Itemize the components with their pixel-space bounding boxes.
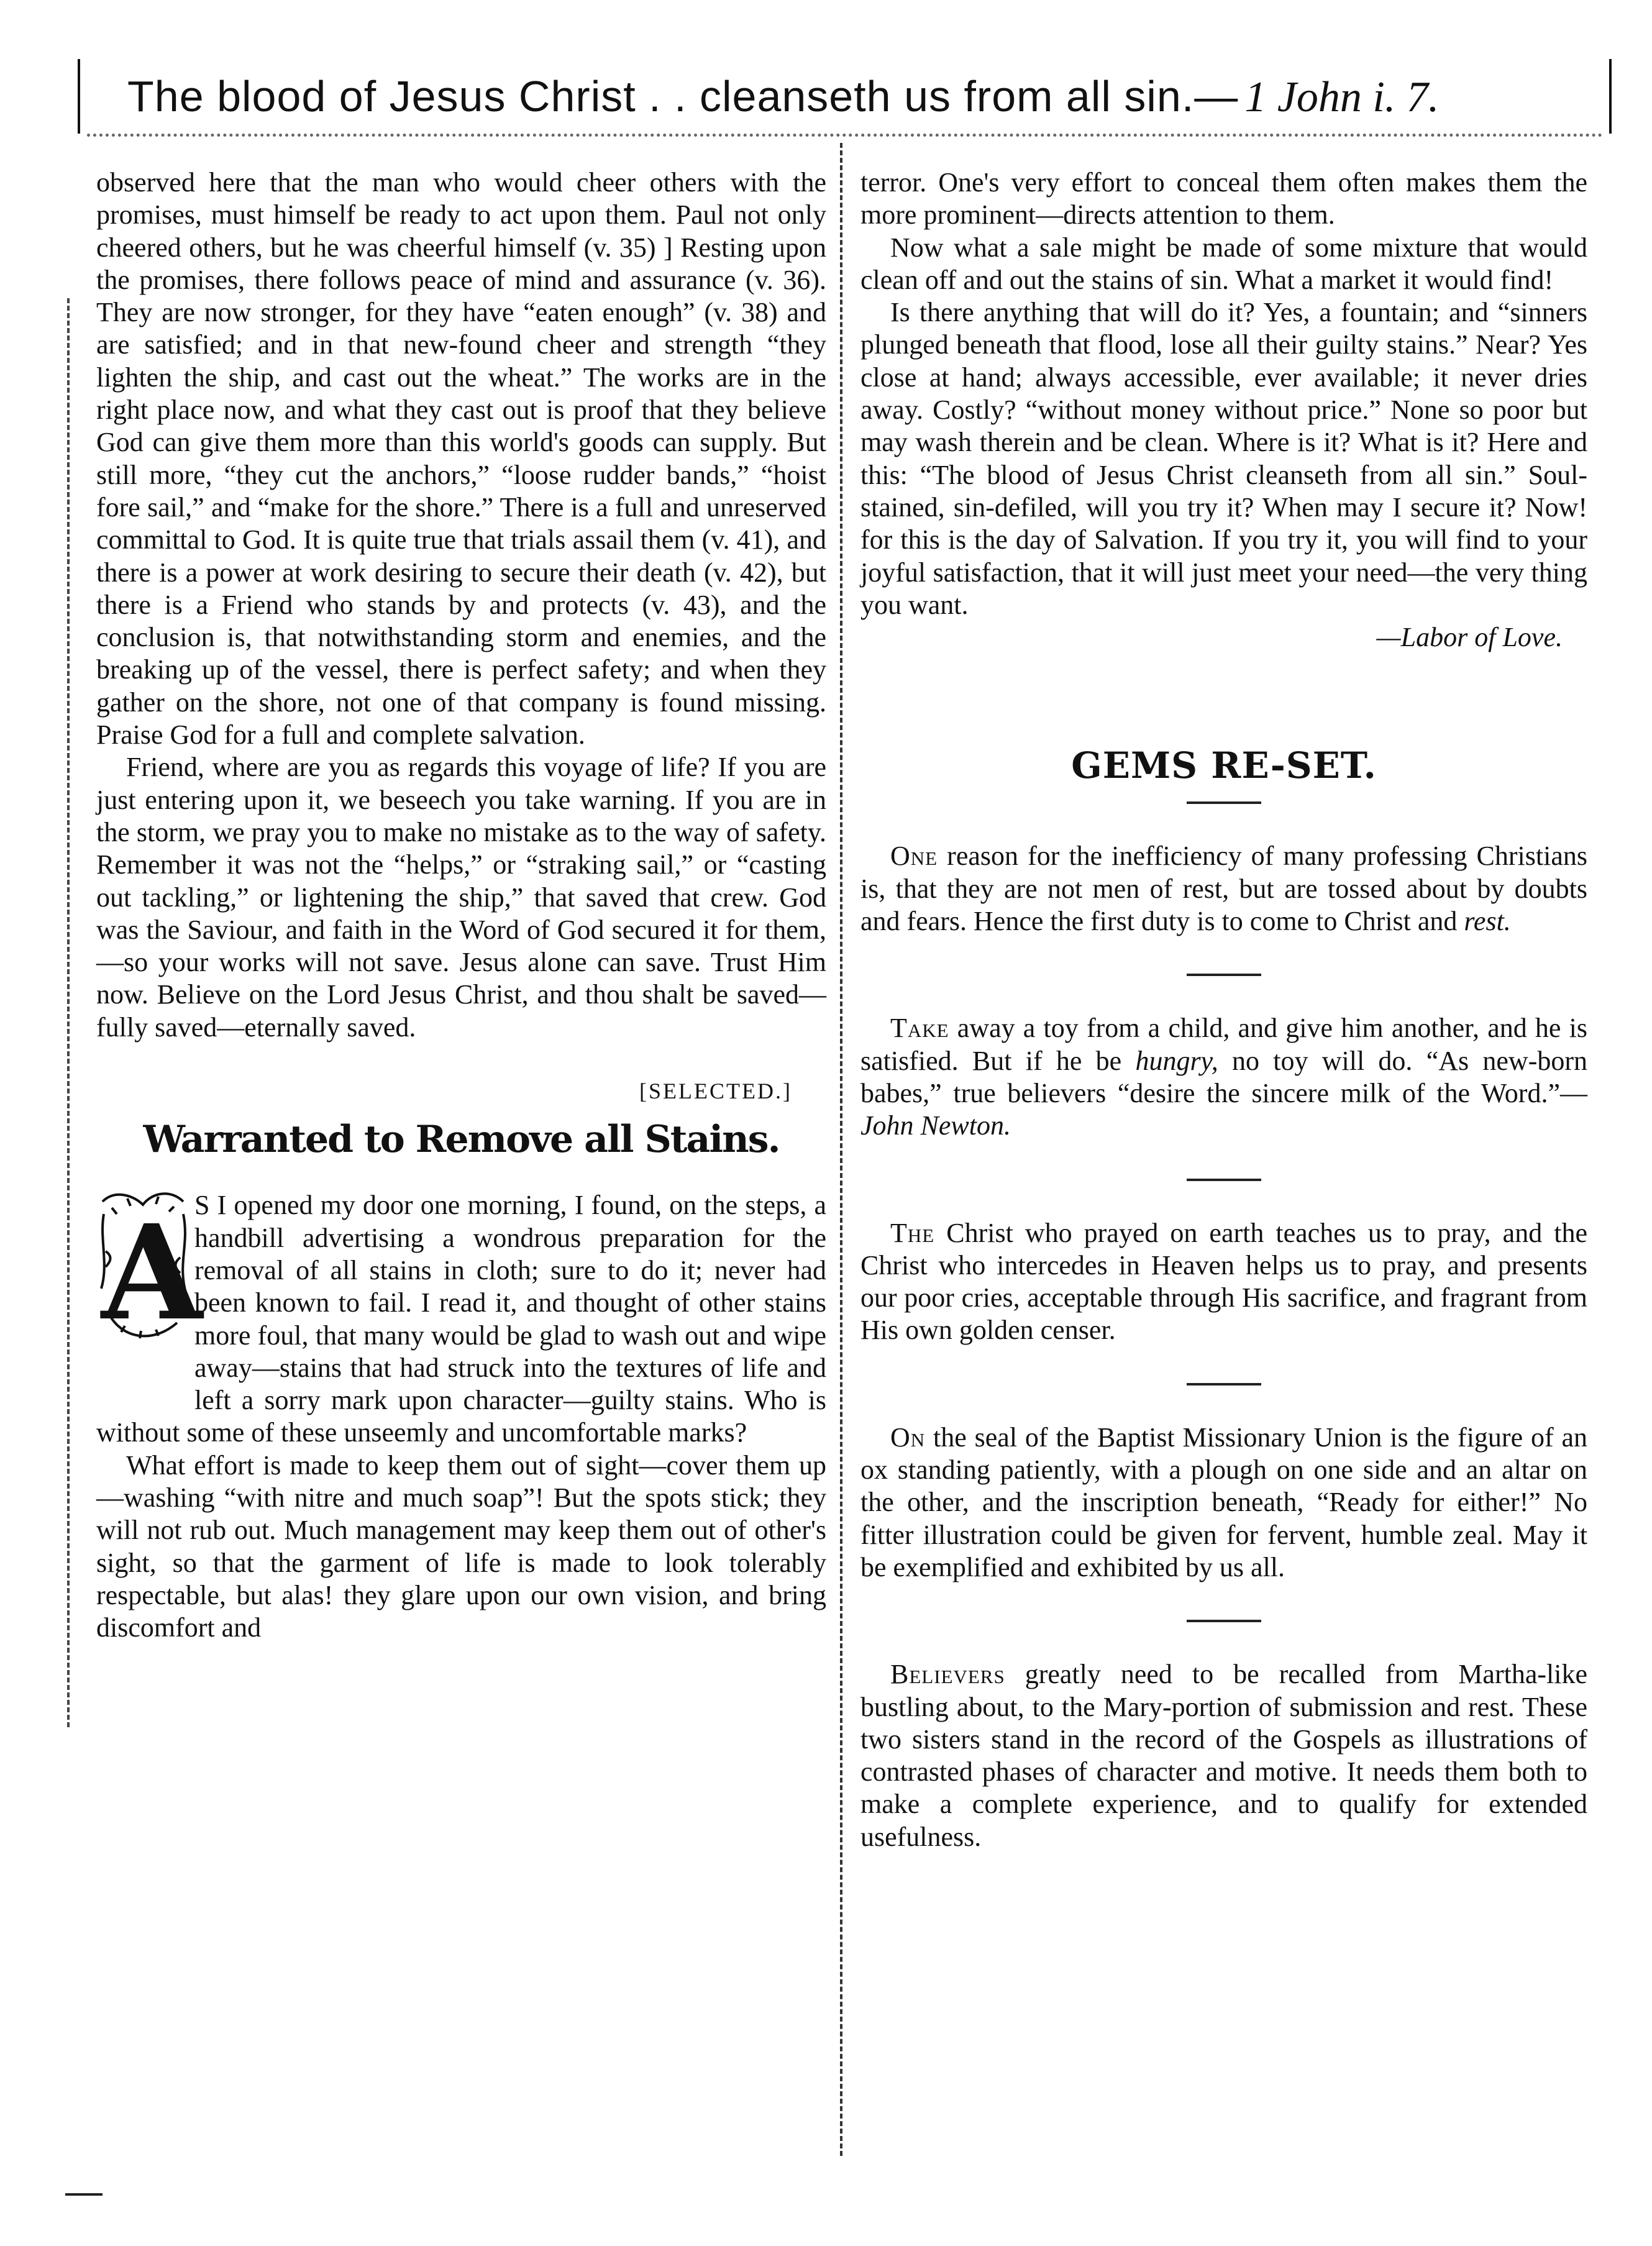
gem-paragraph-4 <box>860 1422 1587 1584</box>
gem-3-lead: The <box>890 1217 935 1248</box>
dropcap-letter: A <box>101 1196 203 1350</box>
page-header <box>68 43 1590 137</box>
selected-label: [SELECTED.] <box>639 1079 792 1104</box>
gem-2-lead: Take <box>890 1013 949 1044</box>
gem-separator-3 <box>1187 1383 1261 1385</box>
article-paragraph-5: Is there anything that will do it? Yes, a fountain; and “sinners plunged beneath that flood, lose all their guilty stains.” Near? Yes close at hand; always accessible, ever available; it never dries away. Costly? “without money without price.” None so poor but may wash therein and be clean. Where is it? What is it? Here and this: “The blood of Jesus Christ cleanseth from all sin.” Soul-stained, sin-defiled, will you try it? When may I secure it? Now! for this is the day of Salvation. If you try it, you will find to your joyful satisfaction, that it will just meet your need—the very thing you want. <box>860 297 1587 620</box>
gem-2-author: John Newton. <box>860 1110 1011 1141</box>
article-paragraph-2: What effort is made to keep them out of sight—cover them up—washing “with nitre and much soap”! But the spots stick; they will not rub out. Much management may keep them out of other's sight, so that the garment of life is made to look tolerably respectable, but alas! they glare upon our own vision, and bring discomfort and <box>96 1449 826 1643</box>
header-reference: 1 John i. 7. <box>1244 73 1440 121</box>
article-title: Warranted to Remove all Stains. <box>143 1118 780 1162</box>
left-margin-rule <box>67 298 70 1727</box>
article-attribution: —Labor of Love. <box>1376 622 1563 653</box>
right-column <box>860 167 1587 2155</box>
gem-1-emphasis: rest. <box>1464 906 1511 937</box>
header-verse: The blood of Jesus Christ . . cleanseth us from all sin.— <box>127 72 1239 121</box>
gem-4-text: the seal of the Baptist Missionary Union is the figure of an ox standing patiently, with a plough on one side and an altar on the other, and the inscription beneath, “Ready for either!” No fitter illustration could be given for fervent, humble zeal. May it be exemplified and exhibited by us all. <box>860 1422 1587 1582</box>
header-right-bar <box>1609 59 1612 134</box>
sermon-paragraph-1: observed here that the man who would cheer others with the promises, must himself be ready to act upon them. Paul not only cheered others, but he was cheerful himself (v. 35) ] Resting upon the promises, there follows peace of mind and assurance (v. 36). They are now stronger, for they have “eaten enough” (v. 38) and are satisfied; and in that new-found cheer and strength “they lighten the ship, and cast out the wheat.” The works are in the right place now, and what they cast out is proof that they believe God can give them more than this world's goods can supply. But still more, “they cut the anchors,” “loose rudder bands,” “hoist fore sail,” and “make for the shore.” There is a full and unreserved committal to God. It is quite true that trials assail them (v. 41), and there is a power at work desiring to secure their death (v. 42), but there is a Friend who stands by and protects (v. 43), and the conclusion is, that notwithstanding storm and enemies, and the breaking up of the vessel, there is perfect safety; and when they gather on the shore, not one of that company is found missing. Praise God for a full and complete salvation. <box>96 167 826 751</box>
gem-separator-1 <box>1187 974 1261 976</box>
article-paragraph-4: Now what a sale might be made of some mixture that would clean off and out the stains of sin. What a market it would find! <box>860 232 1587 295</box>
left-column <box>96 167 826 2155</box>
header-dotted-rule <box>87 134 1603 140</box>
column-divider <box>840 143 842 2156</box>
gem-2-text: away a toy from a child, and give him another, and he is satisfied. But if he be <box>860 1013 1587 1076</box>
section-title: GEMS RE-SET. <box>1071 744 1377 787</box>
header-left-bar <box>78 59 80 134</box>
gem-paragraph-2 <box>860 1012 1587 1142</box>
gem-separator-2 <box>1187 1179 1261 1181</box>
gem-1-lead: One <box>890 841 938 872</box>
gem-paragraph-3 <box>860 1217 1587 1347</box>
ornamental-dropcap <box>96 1189 203 1413</box>
header-text <box>127 59 1439 135</box>
article-paragraph-1: S I opened my door one morning, I found, on the steps, a handbill advertising a wondrous preparation for the removal of all stains in cloth; sure to do it; never had been known to fail. I read it, and thought of other stains more foul, that many would be glad to wash out and wipe away—stains that had struck into the textures of life and left a sorry mark upon character—guilty stains. Who is without some of these unseemly and uncomfortable marks? <box>96 1190 826 1448</box>
gem-2-text-cont: no toy will do. “As new-born babes,” true believers “desire the sincere milk of the Word.”— <box>860 1045 1587 1108</box>
gem-4-lead: On <box>890 1422 926 1453</box>
gem-5-text: greatly need to be recalled from Martha-like bustling about, to the Mary-portion of submission and rest. These two sisters stand in the record of the Gospels as illustrations of contrasted phases of character and motive. It needs them both to make a complete experience, and to qualify for extended usefulness. <box>860 1659 1587 1852</box>
gem-5-lead: Believers <box>890 1659 1005 1690</box>
article-paragraph-3: terror. One's very effort to conceal them often makes them the more prominent—directs attention to them. <box>860 167 1587 231</box>
gem-separator-4 <box>1187 1620 1261 1622</box>
gem-paragraph-1 <box>860 840 1587 938</box>
gem-paragraph-5 <box>860 1658 1587 1853</box>
sermon-paragraph-2: Friend, where are you as regards this voyage of life? If you are just entering upon it, we beseech you take warning. If you are in the storm, we pray you to make no mistake as to the way of safety. Remember it was not the “helps,” or “straking sail,” or “casting out tackling,” or lightening the ship,” that saved that crew. God was the Saviour, and faith in the Word of God secured it for them,—so your works will not save. Jesus alone can save. Trust Him now. Believe on the Lord Jesus Christ, and thou shalt be saved—fully saved—eternally saved. <box>96 752 826 1043</box>
section-rule <box>1187 801 1261 804</box>
gem-2-emphasis: hungry, <box>1135 1045 1218 1076</box>
gem-3-text: Christ who prayed on earth teaches us to pray, and the Christ who intercedes in Heaven helps us to pray, and presents our poor cries, acceptable through His sacrifice, and fragrant from His own golden censer. <box>860 1217 1587 1346</box>
bottom-corner-mark <box>65 2187 103 2196</box>
gem-1-text: reason for the inefficiency of many professing Christians is, that they are not men of rest, but are tossed about by doubts and fears. Hence the first duty is to come to Christ and <box>860 841 1587 937</box>
